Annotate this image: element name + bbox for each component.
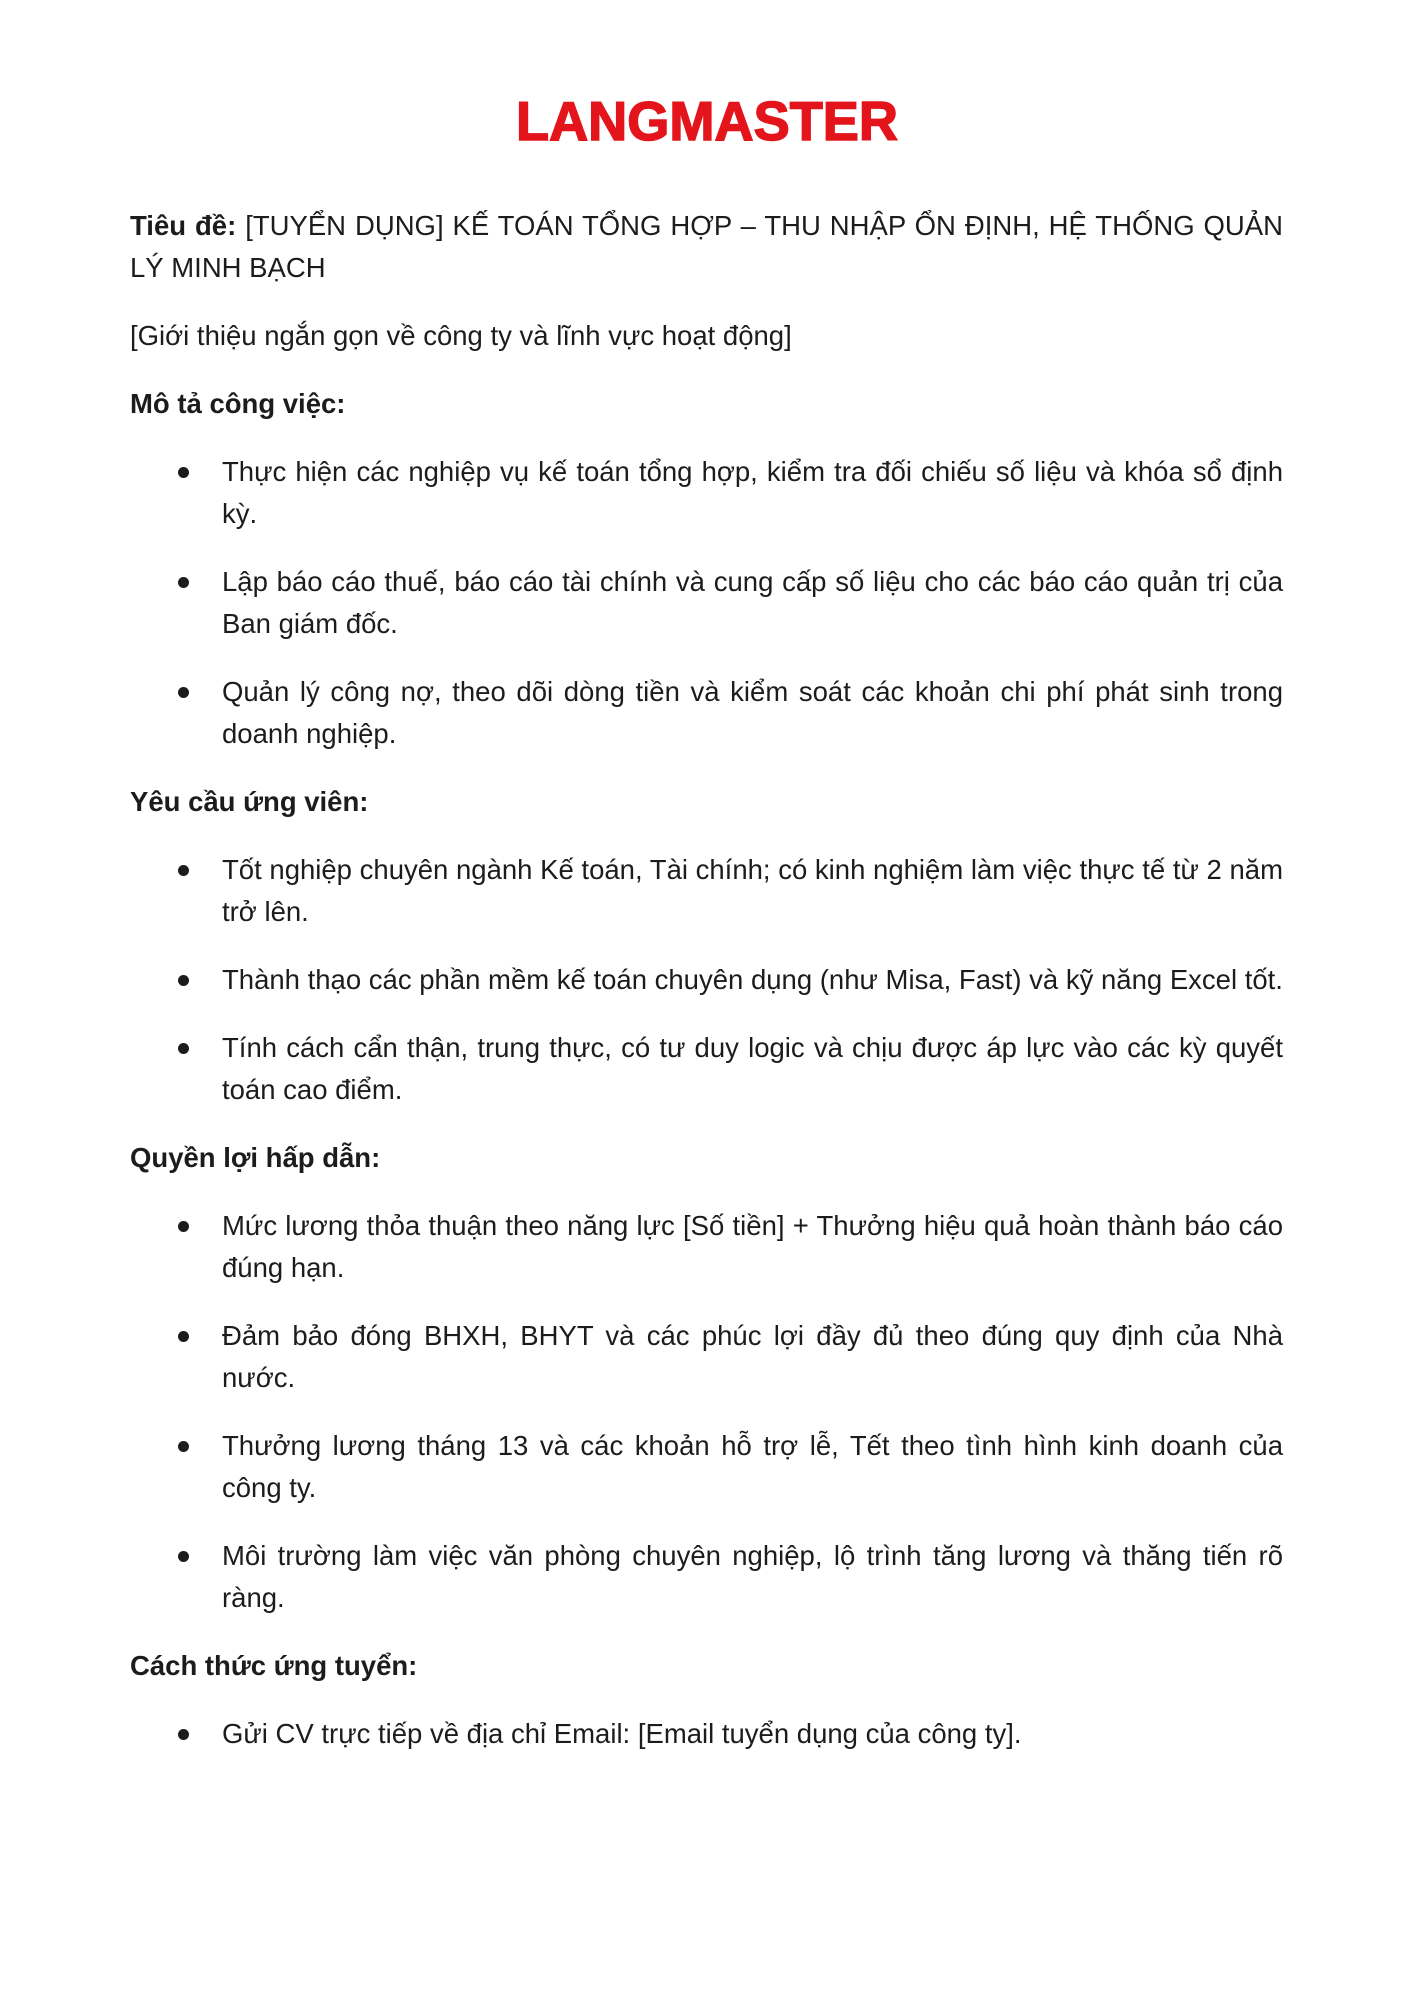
section-heading: Quyền lợi hấp dẫn: (130, 1142, 381, 1173)
list-item (130, 451, 1283, 535)
list-item-text: Thực hiện các nghiệp vụ kế toán tổng hợp, kiểm tra đối chiếu số liệu và khóa sổ định kỳ. (222, 456, 1283, 529)
bullet-icon (178, 1331, 189, 1342)
list-item-text: Quản lý công nợ, theo dõi dòng tiền và kiểm soát các khoản chi phí phát sinh trong doanh nghiệp. (222, 676, 1283, 749)
posting-title (130, 205, 1283, 289)
company-intro: [Giới thiệu ngắn gọn về công ty và lĩnh vực hoạt động] (130, 320, 792, 351)
job-posting-body (130, 205, 1283, 1781)
list-item (130, 1535, 1283, 1619)
list-item (130, 1027, 1283, 1111)
list-item-text: Đảm bảo đóng BHXH, BHYT và các phúc lợi đầy đủ theo đúng quy định của Nhà nước. (222, 1320, 1283, 1393)
bullet-icon (178, 1221, 189, 1232)
list-item (130, 849, 1283, 933)
list-item-text: Tính cách cẩn thận, trung thực, có tư duy logic và chịu được áp lực vào các kỳ quyết toán cao điểm. (222, 1032, 1283, 1105)
section-how-to-apply (130, 1645, 1283, 1755)
list-item-text: Thành thạo các phần mềm kế toán chuyên dụng (như Misa, Fast) và kỹ năng Excel tốt. (222, 964, 1283, 995)
bullet-icon (178, 865, 189, 876)
list-item (130, 959, 1283, 1001)
bullet-list (130, 451, 1283, 755)
bullet-list (130, 849, 1283, 1111)
bullet-icon (178, 1729, 189, 1740)
list-item (130, 1425, 1283, 1509)
list-item-text: Tốt nghiệp chuyên ngành Kế toán, Tài chính; có kinh nghiệm làm việc thực tế từ 2 năm trở lên. (222, 854, 1283, 927)
bullet-icon (178, 975, 189, 986)
list-item (130, 1713, 1283, 1755)
section-heading: Cách thức ứng tuyển: (130, 1650, 418, 1681)
list-item (130, 671, 1283, 755)
section-heading: Mô tả công việc: (130, 388, 346, 419)
list-item (130, 561, 1283, 645)
list-item-text: Mức lương thỏa thuận theo năng lực [Số tiền] + Thưởng hiệu quả hoàn thành báo cáo đúng hạn. (222, 1210, 1283, 1283)
bullet-icon (178, 1043, 189, 1054)
bullet-icon (178, 687, 189, 698)
section-job-description (130, 383, 1283, 755)
bullet-icon (178, 1441, 189, 1452)
list-item-text: Môi trường làm việc văn phòng chuyên nghiệp, lộ trình tăng lương và thăng tiến rõ ràng. (222, 1540, 1283, 1613)
list-item (130, 1205, 1283, 1289)
list-item-text: Thưởng lương tháng 13 và các khoản hỗ trợ lễ, Tết theo tình hình kinh doanh của công ty. (222, 1430, 1283, 1503)
logo-wordmark (512, 92, 902, 150)
list-item-text: Gửi CV trực tiếp về địa chỉ Email: [Email tuyển dụng của công ty]. (222, 1718, 1022, 1749)
list-item-text: Lập báo cáo thuế, báo cáo tài chính và cung cấp số liệu cho các báo cáo quản trị của Ban giám đốc. (222, 566, 1283, 639)
title-label: Tiêu đề: (130, 210, 237, 241)
bullet-icon (178, 577, 189, 588)
bullet-list (130, 1205, 1283, 1619)
list-item (130, 1315, 1283, 1399)
langmaster-logo (0, 92, 1414, 155)
title-text: [TUYỂN DỤNG] KẾ TOÁN TỔNG HỢP – THU NHẬP ỔN ĐỊNH, HỆ THỐNG QUẢN LÝ MINH BẠCH (130, 210, 1283, 283)
section-benefits (130, 1137, 1283, 1619)
section-requirements (130, 781, 1283, 1111)
bullet-icon (178, 1551, 189, 1562)
logo-text: LANGMASTER (516, 92, 898, 150)
bullet-list (130, 1713, 1283, 1755)
section-heading: Yêu cầu ứng viên: (130, 786, 369, 817)
bullet-icon (178, 467, 189, 478)
